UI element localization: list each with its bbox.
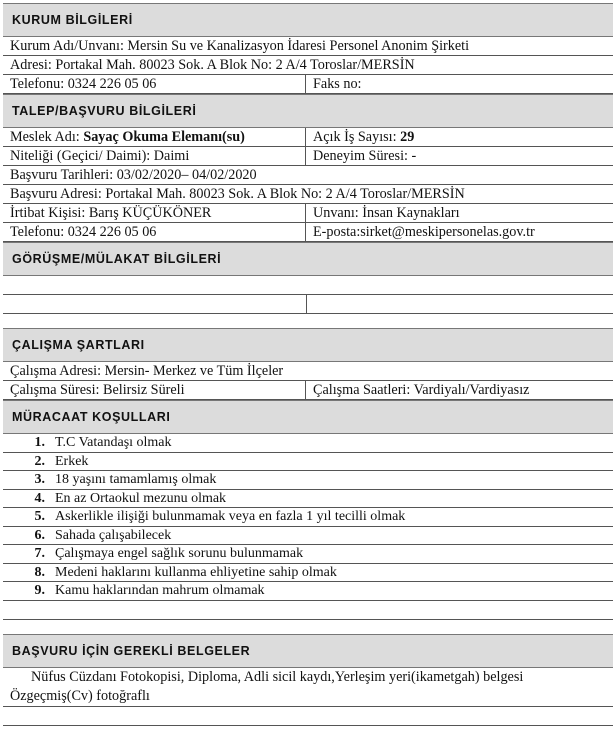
calisma-saatleri: Çalışma Saatleri: Vardiyalı/Vardiyasız bbox=[313, 382, 530, 398]
belgeler-line-2: Özgeçmiş(Cv) fotoğraflı bbox=[10, 687, 150, 704]
list-item: 3. 18 yaşını tamamlamış olmak bbox=[3, 471, 613, 490]
belgeler-content bbox=[3, 668, 613, 707]
list-item: 6. Sahada çalışabilecek bbox=[3, 527, 613, 546]
belgeler-blank-row bbox=[3, 707, 613, 726]
kurum-ad: Kurum Adı/Unvanı: Mersin Su ve Kanalizasyon İdaresi Personel Anonim Şirketi bbox=[10, 38, 470, 54]
unvani: Unvanı: İnsan Kaynakları bbox=[313, 205, 460, 221]
section-header-talep: TALEP/BAŞVURU BİLGİLERİ bbox=[3, 94, 613, 128]
talep-telefon: Telefonu: 0324 226 05 06 bbox=[3, 223, 306, 241]
section-header-muracaat: MÜRACAAT KOŞULLARI bbox=[3, 400, 613, 434]
list-item: 4. En az Ortaokul mezunu olmak bbox=[3, 490, 613, 509]
basvuru-adresi-row bbox=[3, 185, 613, 204]
spacer bbox=[3, 620, 613, 634]
talep-telefon-row bbox=[3, 223, 613, 242]
irtibat-kisisi: İrtibat Kişisi: Barış KÜÇÜKÖNER bbox=[3, 204, 306, 222]
calisma-adresi: Çalışma Adresi: Mersin- Merkez ve Tüm İlçeler bbox=[10, 363, 284, 379]
deneyim-suresi: Deneyim Süresi: - bbox=[313, 148, 417, 164]
meslek-label: Meslek Adı: bbox=[10, 129, 84, 145]
niteligi: Niteliği (Geçici/ Daimi): Daimi bbox=[3, 147, 306, 165]
job-posting-document bbox=[3, 0, 613, 726]
list-item: 9. Kamu haklarından mahrum olmamak bbox=[3, 582, 613, 601]
calisma-suresi: Çalışma Süresi: Belirsiz Süreli bbox=[3, 381, 306, 399]
list-item: 1. T.C Vatandaşı olmak bbox=[3, 434, 613, 453]
calisma-sure-row bbox=[3, 381, 613, 400]
gorusme-blank-row bbox=[3, 276, 613, 295]
tarihler-row bbox=[3, 166, 613, 185]
acik-is-sayisi bbox=[306, 128, 414, 146]
list-item: 2. Erkek bbox=[3, 453, 613, 472]
requirements-list bbox=[3, 434, 613, 601]
gorusme-blank-split-row bbox=[3, 295, 613, 314]
section-header-calisma: ÇALIŞMA ŞARTLARI bbox=[3, 328, 613, 362]
acik-value: 29 bbox=[400, 129, 415, 145]
acik-label: Açık İş Sayısı: bbox=[313, 129, 401, 145]
meslek-adi bbox=[3, 128, 306, 146]
nitelik-row bbox=[3, 147, 613, 166]
basvuru-adresi: Başvuru Adresi: Portakal Mah. 80023 Sok. A Blok No: 2 A/4 Toroslar/MERSİN bbox=[10, 186, 465, 202]
section-header-belgeler: BAŞVURU İÇİN GEREKLİ BELGELER bbox=[3, 634, 613, 668]
irtibat-row bbox=[3, 204, 613, 223]
meslek-value: Sayaç Okuma Elemanı(su) bbox=[83, 129, 245, 145]
section-header-gorusme: GÖRÜŞME/MÜLAKAT BİLGİLERİ bbox=[3, 242, 613, 276]
kurum-faks: Faks no: bbox=[313, 76, 362, 92]
calisma-adres-row bbox=[3, 362, 613, 381]
list-item: 5. Askerlikle ilişiği bulunmamak veya en fazla 1 yıl tecilli olmak bbox=[3, 508, 613, 527]
kurum-adres-row bbox=[3, 56, 613, 75]
kurum-telefon: Telefonu: 0324 226 05 06 bbox=[3, 75, 306, 93]
belgeler-line-1: Nüfus Cüzdanı Fotokopisi, Diploma, Adli sicil kaydı,Yerleşim yeri(ikametgah) belgesi bbox=[31, 668, 524, 685]
kurum-ad-row bbox=[3, 37, 613, 56]
meslek-row bbox=[3, 128, 613, 147]
eposta: E-posta:sirket@meskipersonelas.gov.tr bbox=[313, 224, 535, 240]
list-item: 8. Medeni haklarını kullanma ehliyetine sahip olmak bbox=[3, 564, 613, 583]
spacer bbox=[3, 314, 613, 328]
basvuru-tarihleri: Başvuru Tarihleri: 03/02/2020– 04/02/2020 bbox=[10, 167, 257, 183]
muracaat-blank-row bbox=[3, 601, 613, 620]
section-header-kurum: KURUM BİLGİLERİ bbox=[3, 3, 613, 37]
list-item: 7. Çalışmaya engel sağlık sorunu bulunmamak bbox=[3, 545, 613, 564]
kurum-adres: Adresi: Portakal Mah. 80023 Sok. A Blok No: 2 A/4 Toroslar/MERSİN bbox=[10, 57, 415, 73]
kurum-telefon-row bbox=[3, 75, 613, 94]
